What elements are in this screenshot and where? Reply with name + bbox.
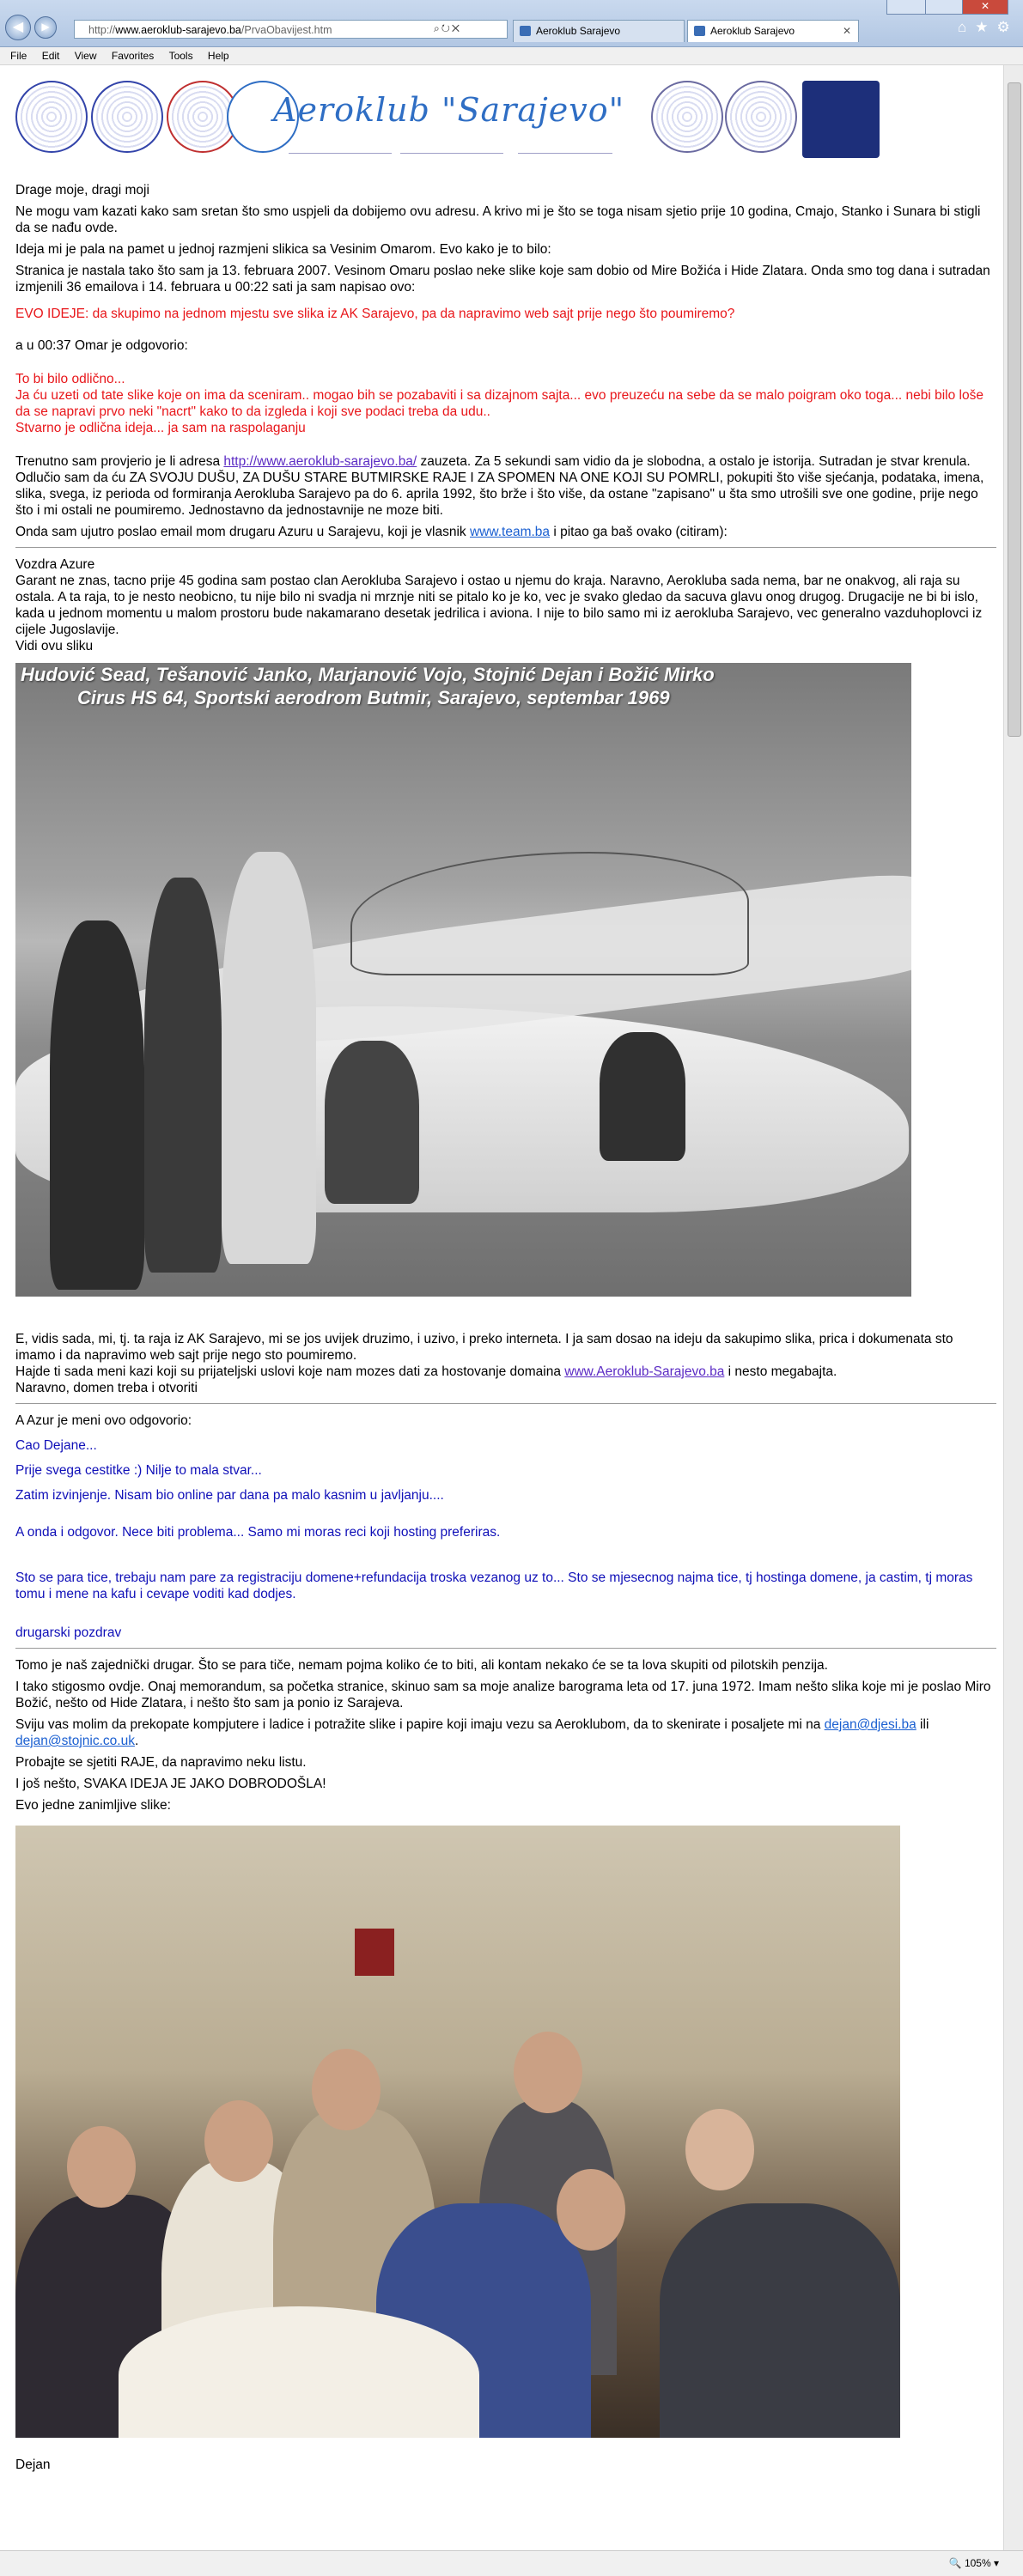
menu-file[interactable]: File xyxy=(10,50,27,62)
paragraph: Ne mogu vam kazati kako sam sretan što smo uspjeli da dobijemo ovu adresu. A krivo mi je što se toga nisam sjetio prije 10 godina, Cmajo, Stanko i Sunara bi stigli da se nađu ovde. xyxy=(15,204,981,235)
signature-line xyxy=(400,153,503,154)
photo-head xyxy=(204,2100,273,2182)
text: Hajde ti sada meni kazi koji su prijateljski uslovi koje nam mozes dati za hostovanje domaina xyxy=(15,1364,565,1379)
minimize-button[interactable] xyxy=(886,0,926,15)
club-badge-icon xyxy=(802,81,880,158)
gear-icon[interactable]: ⚙ xyxy=(996,19,1019,35)
photo-person xyxy=(660,2203,900,2438)
photo-canopy xyxy=(350,852,749,975)
text: . xyxy=(134,1734,139,1748)
seal-2-icon xyxy=(91,81,163,153)
paragraph: Probajte se sjetiti RAJE, da napravimo neku listu. xyxy=(15,1755,307,1770)
seal-1-icon xyxy=(15,81,88,153)
photo-person xyxy=(144,878,222,1273)
text: Onda sam ujutro poslao email mom drugaru Azuru u Sarajevu, koji je vlasnik xyxy=(15,525,470,539)
email-link-2[interactable]: dejan@stojnic.co.uk xyxy=(15,1734,135,1748)
text: Trenutno sam provjerio je li adresa xyxy=(15,454,224,469)
paragraph: E, vidis sada, mi, tj. ta raja iz AK Sarajevo, mi se jos uvijek druzimo, i uzivo, i preko interneta. I ja sam dosao na ideju da sakupimo slika, prica i dokumenata sto imamo i da napravimo web sajt prije nego sto poumiremo. xyxy=(15,1332,953,1363)
address-path: /PrvaObavijest.htm xyxy=(241,24,332,36)
text: zauzeta. Za 5 sekundi sam vidio da je slobodna, a ostalo je istorija. Sutradan je stvar krenula. Odlučio sam da ću ZA SVOJU DUŠU, ZA DUŠU STARE BUTMIRSKE RAJE I ZA SPOMEN NA ONE KOJI SU POMRLI, pokupiti što više sjećanja, podataka, imena, slika, svega, iz perioda od formiranja Aerokluba Sarajevo pa do 6. aprila 1992, što brže i što više, da ostane "zapisano" u šta smo utrošili sve one godine, prije nego što i mi ostali ne poumiremo. Jednostavno da jednostavnije ne moze biti. xyxy=(15,454,984,518)
status-bar xyxy=(0,2550,1023,2576)
azur-reply: Zatim izvinjenje. Nisam bio online par dana pa malo kasnim u javljanju.... xyxy=(15,1488,444,1503)
letter-line: Vidi ovu sliku xyxy=(15,639,94,653)
gathering-photo xyxy=(15,1826,900,2438)
seal-3-icon xyxy=(651,81,723,153)
azur-reply: Sto se para tice, trebaju nam pare za registraciju domene+refundacija troska vezanog uz to... Sto se mjesecnog najma tice, tj hostinga domene, ja castim, tj moras tomu i mene na kafu i cevape voditi kad dodjes. xyxy=(15,1571,973,1601)
vertical-scrollbar[interactable] xyxy=(1003,65,1023,2550)
tab-label: Aeroklub Sarajevo xyxy=(710,25,795,37)
menu-help[interactable]: Help xyxy=(207,50,229,62)
search-icon[interactable]: ⌕ xyxy=(434,22,441,34)
omar-reply-line: Ja ću uzeti od tate slike koje on ima da sceniram.. mogao bih se pozabaviti i sa dizajnom sajta... evo preuzeću na sebe da se malo poigram oko toga... nebi bilo loše da se napravi prvo neki "nacrt" kako to da izgleda i koji sve podaci treba da udu.. xyxy=(15,388,983,419)
email-link-1[interactable]: dejan@djesi.ba xyxy=(824,1717,916,1732)
photo-head xyxy=(514,2032,582,2113)
paragraph xyxy=(15,524,996,540)
paragraph: a u 00:37 Omar je odgovorio: xyxy=(15,338,188,353)
menu-bar xyxy=(0,47,1023,65)
photo-person xyxy=(222,852,316,1264)
paragraph: Evo jedne zanimljive slike: xyxy=(15,1798,171,1813)
letterhead-banner xyxy=(15,79,881,156)
photo-head xyxy=(557,2169,625,2251)
address-host: www.aeroklub-sarajevo.ba xyxy=(115,24,241,36)
text: i pitao ga baš ovako (citiram): xyxy=(550,525,728,539)
close-tab-icon[interactable]: ✕ xyxy=(842,25,851,37)
letter-line: Garant ne znas, tacno prije 45 godina sam postao clan Aerokluba Sarajevo i ostao u njemu do kraja. Naravno, Aerokluba sada nema, bar ne onakvog, ali raja su ostala. A ta raja, to je nesto neobicno, tu nije bilo ni svadja ni mrznje niti se pitalo ko je ko, vec je svako gledao da sacuva glavu onog drugog. Drugacije ne bi bi islo, kada u jednom momentu u malom prostoru bude nakamarano desetak jedrilica i aviona. I nije to bilo samo mi iz aerokluba Sarajevo, vec generalno vazduhoplovci iz cijele Jugoslavije. xyxy=(15,574,983,637)
forward-arrow-icon[interactable]: ▶ xyxy=(34,16,57,39)
divider xyxy=(15,1403,996,1404)
omar-reply-line: Stvarno je odlična ideja... ja sam na raspolaganju xyxy=(15,421,306,435)
tab-label: Aeroklub Sarajevo xyxy=(536,25,621,37)
greeting: Drage moje, dragi moji xyxy=(15,183,149,197)
caption-line: Hudović Sead, Tešanović Janko, Marjanović Vojo, Stojnić Dejan i Božić Mirko xyxy=(21,664,715,685)
site-link[interactable]: http://www.aeroklub-sarajevo.ba/ xyxy=(223,454,417,469)
azur-reply: Cao Dejane... xyxy=(15,1438,97,1453)
photo-person xyxy=(325,1041,419,1204)
zoom-control[interactable]: 🔍 105% ▾ xyxy=(948,2557,999,2569)
paragraph: Naravno, domen treba i otvoriti xyxy=(15,1381,198,1395)
menu-view[interactable]: View xyxy=(74,50,97,62)
paragraph: I tako stigosmo ovdje. Onaj memorandum, sa početka stranice, skinuo sam sa moje analize barograma leta od 17. juna 1972. Imam nešto slika koje mi je poslao Miro Božić, nešto od Hide Zlatara, i nešto što sam ja ponio iz Sarajeva. xyxy=(15,1680,991,1710)
browser-titlebar xyxy=(0,0,1023,47)
photo-person xyxy=(600,1032,685,1161)
paragraph: Tomo je naš zajednički drugar. Što se para tiče, nemam pojma koliko će to biti, ali kontam nekako će se ta lova skupiti od pilotskih penzija. xyxy=(15,1658,828,1673)
address-prefix: http:// xyxy=(88,24,116,36)
favicon-icon xyxy=(694,26,705,36)
paragraph xyxy=(15,453,996,519)
scrollbar-thumb[interactable] xyxy=(1008,82,1021,737)
paragraph: Stranica je nastala tako što sam ja 13. februara 2007. Vesinom Omaru poslao neke slike koje sam dobio od Mire Božića i Hide Zlatara. Onda smo tog dana i sutradan izmjenili 36 emailova i 14. februara u 00:22 sati ja sam napisao ovo: xyxy=(15,264,990,295)
paragraph xyxy=(15,1716,996,1749)
divider xyxy=(15,1648,996,1649)
tab-aeroklub-1[interactable] xyxy=(513,20,685,42)
menu-edit[interactable]: Edit xyxy=(41,50,60,62)
toolbar-icons xyxy=(958,19,1019,36)
signature-line xyxy=(289,153,392,154)
photo-person xyxy=(50,920,144,1290)
address-tools xyxy=(434,22,461,35)
paragraph xyxy=(15,1364,996,1380)
letter-line: Vozdra Azure xyxy=(15,557,95,572)
menu-favorites[interactable]: Favorites xyxy=(111,50,155,62)
signature: Dejan xyxy=(15,2458,51,2472)
logo-title: Aeroklub "Sarajevo" xyxy=(273,91,625,129)
caption-line: Cirus HS 64, Sportski aerodrom Butmir, Sarajevo, septembar 1969 xyxy=(77,687,670,708)
text: Sviju vas molim da prekopate kompjutere i ladice i potražite slike i papire koji imaju vezu sa Aeroklubom, da to skenirate i posaljete mi na xyxy=(15,1717,825,1732)
photo-table xyxy=(119,2306,479,2438)
close-window-button[interactable]: ✕ xyxy=(962,0,1008,15)
menu-tools[interactable]: Tools xyxy=(168,50,193,62)
tab-aeroklub-2[interactable] xyxy=(687,20,859,42)
seal-4-icon xyxy=(725,81,797,153)
stop-icon[interactable]: ✕ xyxy=(451,22,462,34)
glider-photo xyxy=(15,663,911,1297)
idea-quote: EVO IDEJE: da skupimo na jednom mjestu sve slika iz AK Sarajevo, pa da napravimo web sajt prije nego što poumiremo? xyxy=(15,307,735,321)
azur-reply: drugarski pozdrav xyxy=(15,1625,122,1640)
photo-wall-decoration xyxy=(355,1929,394,1976)
page-content xyxy=(0,65,1003,2550)
paragraph: Ideja mi je pala na pamet u jednoj razmjeni slikica sa Vesinim Omarom. Evo kako je to bilo: xyxy=(15,242,551,257)
paragraph: I još nešto, SVAKA IDEJA JE JAKO DOBRODOŠLA! xyxy=(15,1777,326,1791)
back-arrow-icon[interactable]: ◀ xyxy=(5,15,31,40)
azur-reply: Prije svega cestitke :) Nilje to mala stvar... xyxy=(15,1463,262,1478)
divider xyxy=(15,547,996,548)
signature-line xyxy=(518,153,612,154)
home-icon[interactable]: ⌂ xyxy=(958,19,976,35)
stamp-block xyxy=(582,89,660,137)
article-body xyxy=(15,182,996,2478)
domain-link[interactable]: www.Aeroklub-Sarajevo.ba xyxy=(564,1364,725,1379)
team-link[interactable]: www.team.ba xyxy=(469,525,551,539)
text: i nesto megabajta. xyxy=(724,1364,837,1379)
text: ili xyxy=(916,1717,929,1732)
azur-reply: A onda i odgovor. Nece biti problema... Samo mi moras reci koji hosting preferiras. xyxy=(15,1525,501,1540)
zoom-icon: 🔍 xyxy=(948,2557,962,2569)
photo-head xyxy=(67,2126,136,2208)
photo-head xyxy=(685,2109,754,2190)
zoom-level: 105% xyxy=(964,2557,991,2569)
maximize-button[interactable] xyxy=(925,0,963,15)
favorites-star-icon[interactable]: ★ xyxy=(975,19,997,35)
paragraph: A Azur je meni ovo odgovorio: xyxy=(15,1413,192,1428)
favicon-icon xyxy=(520,26,531,36)
refresh-icon[interactable]: ↻ xyxy=(441,22,452,34)
photo-head xyxy=(312,2049,381,2130)
omar-reply-line: To bi bilo odlično... xyxy=(15,372,125,386)
photo-caption xyxy=(15,663,911,709)
